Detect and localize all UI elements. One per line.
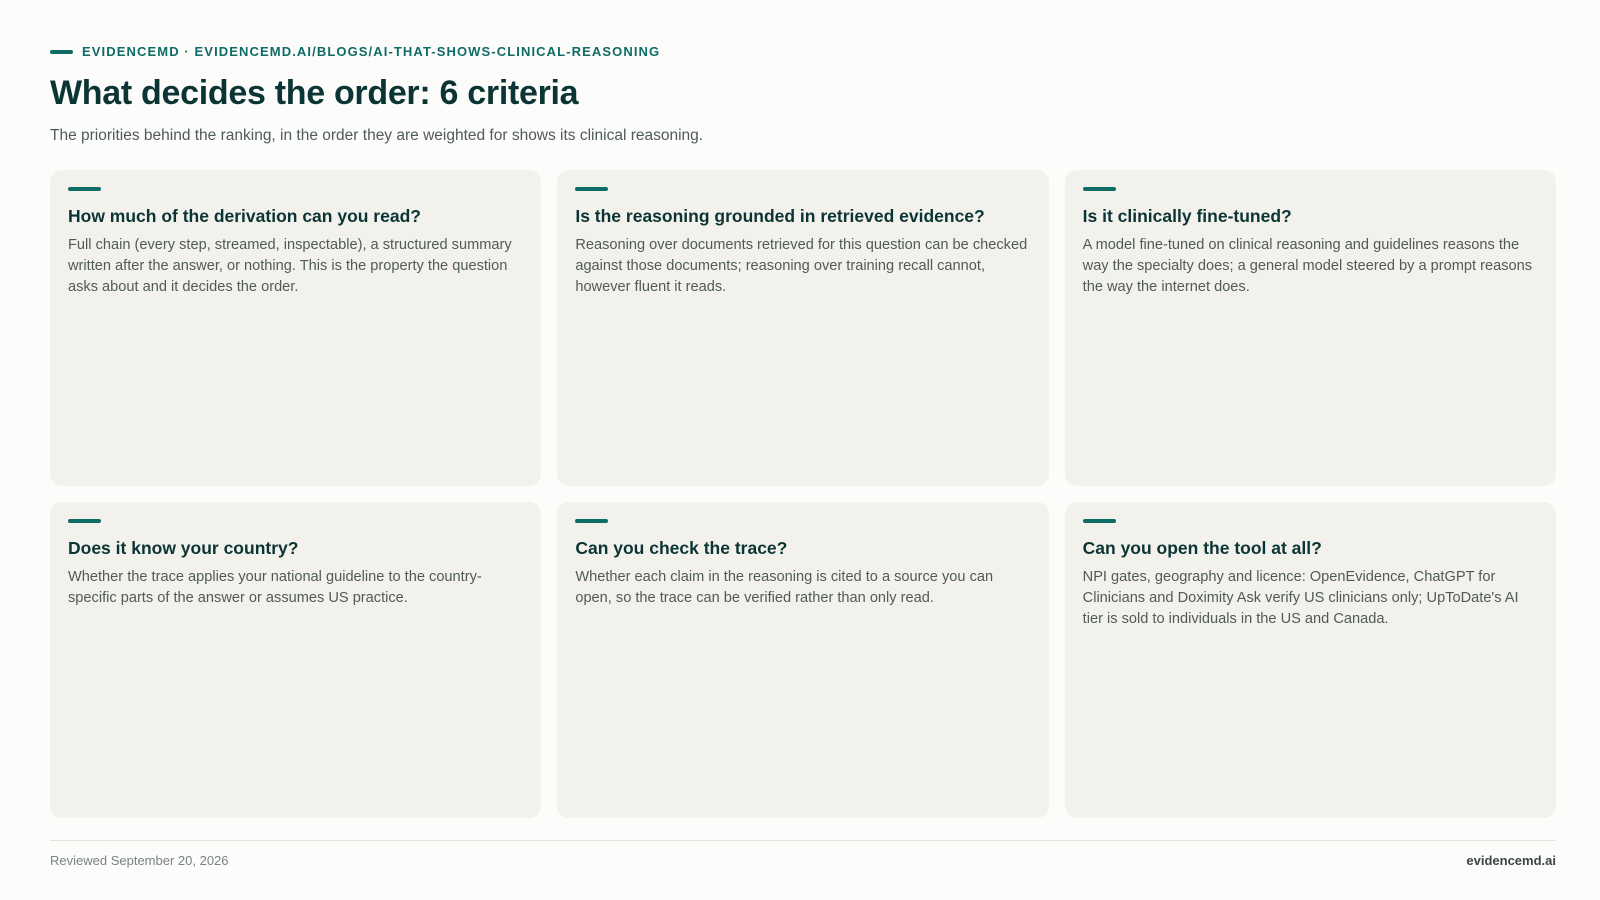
page-subtitle: The priorities behind the ranking, in the order they are weighted for shows its clinical reasoning. [50, 127, 704, 144]
card-title: Can you open the tool at all? [1082, 538, 1322, 558]
card-accent-bar [1083, 187, 1116, 191]
card-title: Can you check the trace? [575, 538, 788, 558]
criterion-card-4 [50, 502, 541, 818]
eyebrow-accent-bar [50, 50, 73, 54]
card-body: Reasoning over documents retrieved for this question can be checked against those documents; reasoning over training recall cannot, however fluent it reads. [575, 237, 1028, 295]
card-title: Is it clinically fine-tuned? [1082, 206, 1292, 226]
card-accent-bar [68, 519, 101, 523]
criterion-card-2 [557, 170, 1048, 486]
card-accent-bar [68, 187, 101, 191]
card-body: Whether each claim in the reasoning is cited to a source you can open, so the trace can be verified rather than only read. [575, 569, 994, 606]
criteria-grid [50, 170, 1556, 818]
card-title: How much of the derivation can you read? [68, 206, 421, 226]
card-accent-bar [575, 519, 608, 523]
card-accent-bar [575, 187, 608, 191]
eyebrow-text: EVIDENCEMD · EVIDENCEMD.AI/BLOGS/AI-THAT-SHOWS-CLINICAL-REASONING [82, 44, 661, 59]
card-body: A model fine-tuned on clinical reasoning and guidelines reasons the way the specialty does; a general model steered by a prompt reasons the way the internet does. [1082, 237, 1533, 295]
card-accent-bar [1083, 519, 1116, 523]
eyebrow [50, 44, 660, 59]
card-body: NPI gates, geography and licence: OpenEvidence, ChatGPT for Clinicians and Doximity Ask verify US clinicians only; UpToDate's AI tier is sold to individuals in the US and Canada. [1082, 569, 1519, 627]
footer-site-link[interactable]: evidencemd.ai [1466, 853, 1556, 868]
criterion-card-5 [557, 502, 1048, 818]
criterion-card-6 [1065, 502, 1556, 818]
footer-reviewed-date: Reviewed September 20, 2026 [50, 853, 229, 868]
card-body: Full chain (every step, streamed, inspectable), a structured summary written after the answer, or nothing. This is the property the question asks about and it decides the order. [68, 237, 512, 295]
page-title: What decides the order: 6 criteria [50, 74, 579, 112]
card-body: Whether the trace applies your national guideline to the country-specific parts of the answer or assumes US practice. [68, 569, 482, 606]
criterion-card-1 [50, 170, 541, 486]
card-title: Is the reasoning grounded in retrieved evidence? [575, 206, 985, 226]
card-title: Does it know your country? [68, 538, 299, 558]
footer-divider [50, 840, 1556, 841]
criterion-card-3 [1065, 170, 1556, 486]
